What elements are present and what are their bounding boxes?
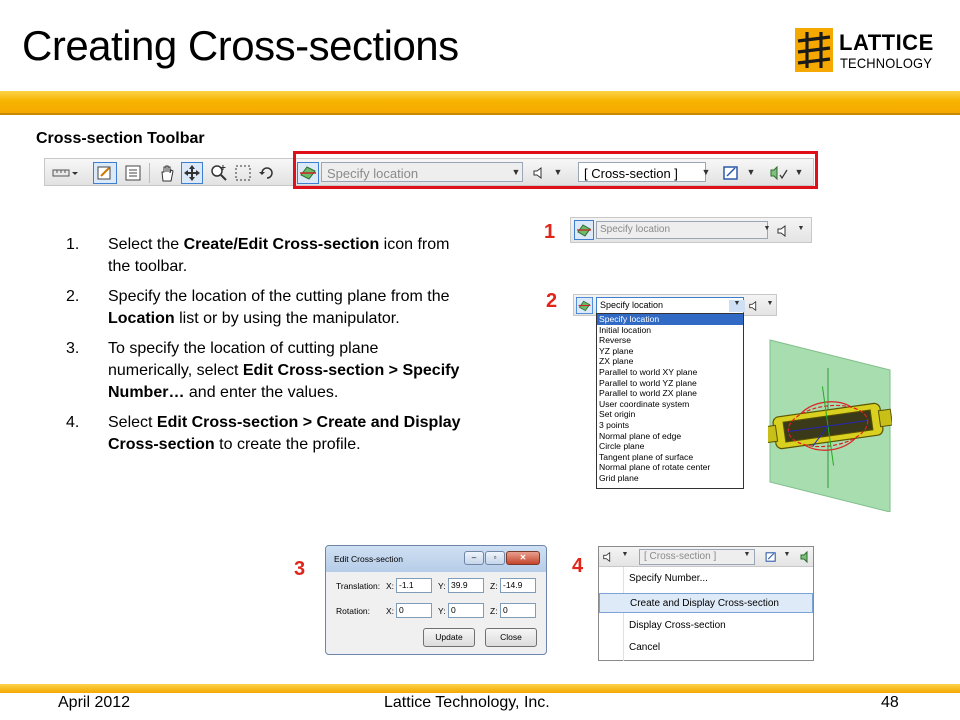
cross-section-combo-value: [ Cross-section ]	[644, 551, 717, 562]
callout-4: 4	[572, 555, 584, 577]
location-combo-value: Specify location	[600, 224, 671, 235]
z-label: Z:	[490, 581, 498, 591]
rotation-y-field[interactable]: 0	[448, 603, 484, 618]
chevron-down-icon[interactable]: ▼	[763, 225, 771, 232]
location-option[interactable]: User coordinate system	[599, 398, 690, 409]
location-option[interactable]: Normal plane of edge	[599, 430, 682, 441]
chevron-down-icon[interactable]: ▼	[783, 551, 791, 558]
location-option[interactable]: Reverse	[599, 335, 631, 346]
step-number: 4.	[66, 414, 80, 431]
chevron-down-icon[interactable]: ▼	[553, 167, 563, 177]
callout-3: 3	[294, 558, 306, 580]
step-emphasis: Edit Cross-section > Create and Display Cross-section	[108, 414, 461, 453]
step-emphasis: Create/Edit Cross-section	[183, 236, 380, 253]
step-number: 2.	[66, 288, 80, 305]
translation-y-field[interactable]: 39.9	[448, 578, 484, 593]
x-label: X:	[386, 581, 395, 591]
footer-band	[0, 684, 960, 693]
edit-cross-section-dialog	[325, 545, 547, 655]
chevron-down-icon[interactable]: ▼	[797, 225, 805, 232]
step-number: 1.	[66, 236, 80, 253]
toolbar-separator	[149, 163, 150, 183]
chevron-down-icon[interactable]: ▼	[511, 167, 521, 177]
location-option[interactable]: Normal plane of rotate center	[599, 462, 711, 473]
step-number: 3.	[66, 340, 80, 357]
cross-section-menu-panel	[598, 546, 814, 661]
location-combo-value: Specify location	[327, 166, 419, 181]
update-button[interactable]: Update	[423, 628, 475, 647]
rotation-x-field[interactable]: 0	[396, 603, 432, 618]
footer-company: Lattice Technology, Inc.	[384, 694, 550, 711]
cross-section-combo[interactable]	[639, 549, 755, 565]
location-combo[interactable]	[596, 297, 744, 314]
y-label: Y:	[438, 606, 446, 616]
location-option[interactable]: YZ plane	[599, 345, 634, 356]
rotate-icon[interactable]	[257, 163, 277, 183]
location-option[interactable]: Specify location	[597, 314, 743, 325]
location-option[interactable]: Parallel to world ZX plane	[599, 388, 697, 399]
hand-pan-icon[interactable]	[157, 163, 177, 183]
highlight-box	[293, 151, 818, 189]
step-emphasis: Location	[108, 310, 175, 327]
dialog-body	[330, 573, 543, 651]
chevron-down-icon[interactable]: ▼	[743, 551, 751, 558]
x-label: X:	[386, 606, 395, 616]
chevron-down-icon[interactable]: ▼	[729, 300, 745, 312]
speaker-icon[interactable]	[602, 550, 614, 564]
chevron-down-icon[interactable]: ▼	[794, 167, 804, 177]
rotation-z-field[interactable]: 0	[500, 603, 536, 618]
step-text: and enter the values.	[184, 384, 339, 401]
logo-text-lattice: LATTICE	[839, 30, 934, 55]
window-controls	[463, 551, 540, 565]
step-text: Specify the location of the cutting plane from the	[108, 288, 450, 305]
lattice-logo	[795, 28, 935, 74]
create-edit-cross-section-icon[interactable]	[576, 297, 593, 314]
location-option[interactable]: ZX plane	[599, 356, 634, 367]
y-label: Y:	[438, 581, 446, 591]
ruler-dropdown-icon[interactable]	[51, 163, 79, 183]
menu-item-cancel[interactable]: Cancel	[629, 642, 661, 653]
header-band	[0, 91, 960, 113]
translation-z-field[interactable]: -14.9	[500, 578, 536, 593]
maximize-button[interactable]: ▫	[485, 551, 505, 565]
callout-1: 1	[544, 221, 556, 243]
location-option[interactable]: Initial location	[599, 324, 652, 335]
step-item	[66, 412, 466, 456]
translation-x-field[interactable]: -1.1	[396, 578, 432, 593]
edit-cross-section-icon[interactable]	[763, 550, 779, 564]
step-text: icon from the toolbar.	[108, 236, 450, 275]
chevron-down-icon[interactable]: ▼	[746, 167, 756, 177]
translation-label: Translation:	[336, 581, 381, 591]
display-cross-section-icon[interactable]	[799, 550, 813, 564]
step-text: Select	[108, 414, 157, 431]
section-heading: Cross-section Toolbar	[36, 130, 205, 147]
chevron-down-icon[interactable]: ▼	[621, 551, 629, 558]
logo-text-technology: TECHNOLOGY	[840, 55, 933, 71]
location-option[interactable]: Set origin	[599, 409, 636, 420]
minimize-button[interactable]: –	[464, 551, 484, 565]
location-combo[interactable]	[596, 221, 768, 239]
menu-item-create-and-display[interactable]: Create and Display Cross-section	[599, 593, 813, 613]
header-band-rule	[0, 113, 960, 115]
location-toolbar-panel	[570, 217, 812, 243]
close-button[interactable]: Close	[485, 628, 537, 647]
lattice-logo-icon	[795, 28, 833, 72]
page-title: Creating Cross-sections	[22, 22, 459, 69]
zoom-plus-icon[interactable]	[209, 163, 229, 183]
cross-section-combo-value: [ Cross-section ]	[584, 166, 678, 181]
step-item	[66, 338, 466, 404]
location-options-list	[596, 313, 744, 489]
menu-item-specify-number[interactable]: Specify Number...	[629, 573, 708, 584]
callout-2: 2	[546, 290, 558, 312]
step-text: list or by using the manipulator.	[174, 310, 400, 327]
location-option[interactable]: Circle plane	[599, 441, 645, 452]
dialog-title: Edit Cross-section	[326, 546, 546, 572]
manipulator-icon[interactable]	[181, 162, 203, 184]
footer-page-number: 48	[881, 694, 899, 711]
location-option[interactable]: Tangent plane of surface	[599, 451, 694, 462]
location-combo-value: Specify location	[600, 300, 664, 310]
rotation-label: Rotation:	[336, 606, 371, 616]
step-text: Select the	[108, 236, 184, 253]
footer-date: April 2012	[58, 694, 131, 711]
speaker-icon[interactable]	[748, 299, 760, 313]
z-label: Z:	[490, 606, 498, 616]
cutting-plane-model-illustration	[768, 338, 892, 512]
speaker-icon[interactable]	[776, 223, 790, 239]
step-item	[66, 234, 466, 278]
create-edit-cross-section-icon[interactable]	[574, 220, 594, 240]
chevron-down-icon[interactable]: ▼	[701, 167, 711, 177]
create-edit-cross-section-icon[interactable]	[93, 162, 117, 184]
step-item	[66, 286, 466, 330]
location-option[interactable]: 3 points	[599, 419, 630, 430]
location-option[interactable]: Parallel to world YZ plane	[599, 377, 697, 388]
cross-section-menu-bar	[599, 547, 813, 567]
location-option[interactable]: Grid plane	[599, 472, 639, 483]
step-emphasis: Edit Cross-section > Specify Number…	[108, 362, 460, 401]
close-icon[interactable]: ✕	[506, 551, 540, 565]
chevron-down-icon[interactable]: ▼	[766, 300, 774, 307]
location-option[interactable]: Parallel to world XY plane	[599, 366, 698, 377]
select-box-icon[interactable]	[233, 163, 253, 183]
step-text: to create the profile.	[214, 436, 361, 453]
step-text: To specify the location of cutting plane numerically, select	[108, 340, 379, 379]
menu-item-display[interactable]: Display Cross-section	[629, 620, 726, 631]
steps-list	[66, 234, 466, 464]
cross-section-list-icon[interactable]	[123, 163, 143, 183]
